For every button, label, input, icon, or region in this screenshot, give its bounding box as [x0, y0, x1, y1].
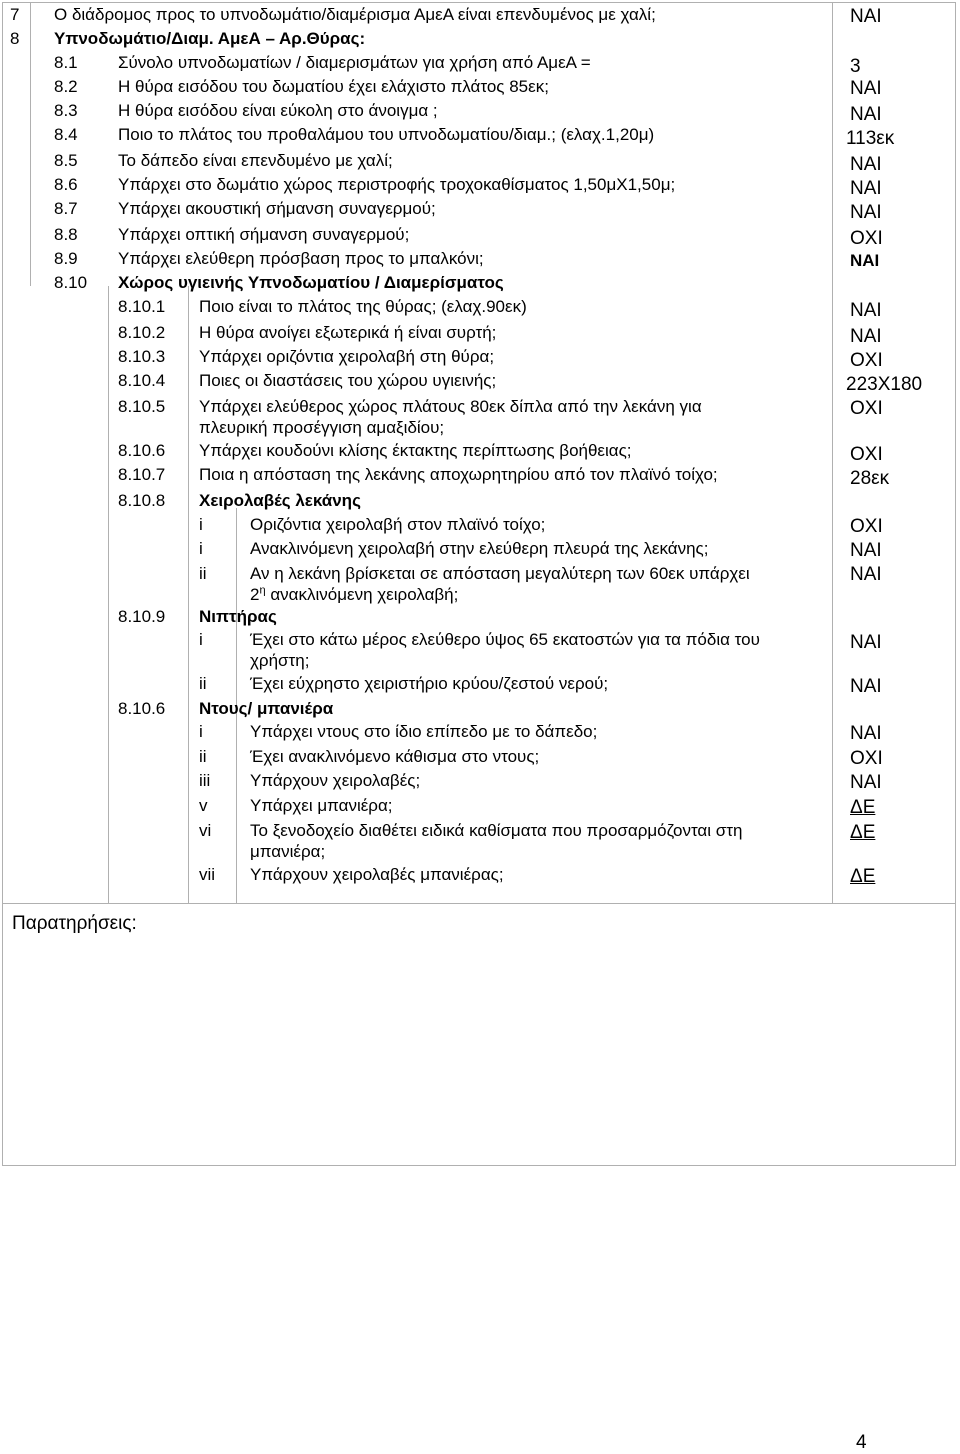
row-question: Σύνολο υπνοδωματίων / διαμερισμάτων για χρήση από ΑμεΑ = — [118, 53, 591, 72]
row-question: Ποια η απόσταση της λεκάνης αποχωρητηρίου από τον πλαϊνό τοίχο; — [199, 465, 718, 484]
row-question: Υπάρχει κουδούνι κλίσης έκτακτης περίπτωσης βοήθειας; — [199, 441, 632, 460]
row-number: 8.10.3 — [118, 347, 166, 366]
row-question: Οριζόντια χειρολαβή στον πλαϊνό τοίχο; — [250, 515, 546, 534]
row-question: Υπάρχει οπτική σήμανση συναγερμού; — [118, 225, 410, 244]
row-answer: ΝΑΙ — [850, 676, 882, 697]
ordinal-suffix: η — [259, 584, 266, 597]
row-answer: ΝΑΙ — [850, 202, 882, 223]
row-number: i — [199, 722, 203, 741]
row-answer: ΝΑΙ — [850, 300, 882, 321]
row-answer: ΔΕ — [850, 822, 876, 843]
row-number: iii — [199, 771, 211, 790]
row-number: i — [199, 630, 203, 649]
row-answer: ΝΑΙ — [850, 632, 882, 653]
row-number: 8.10.6 — [118, 441, 166, 460]
row-number: 8.10 — [54, 273, 88, 292]
row-answer: ΝΑΙ — [850, 772, 882, 793]
row-answer: ΝΑΙ — [850, 154, 882, 175]
row-answer: ΝΑΙ — [850, 78, 882, 99]
row-number: 8.10.2 — [118, 323, 166, 342]
row-question: Υπάρχουν χειρολαβές; — [250, 771, 421, 790]
row-number: vi — [199, 821, 212, 840]
row-question-continued: χρήστη; — [250, 651, 310, 670]
row-answer: ΝΑΙ — [850, 326, 882, 347]
row-answer: ΟΧΙ — [850, 350, 883, 371]
row-number: 7 — [10, 5, 20, 24]
ordinal-number: 2 — [250, 585, 260, 604]
row-number: ii — [199, 564, 207, 583]
row-answer: ΟΧΙ — [850, 228, 883, 249]
row-question-tail: ανακλινόμενη χειρολαβή; — [265, 585, 459, 604]
table-bottom-border — [3, 903, 955, 904]
row-answer: ΝΑΙ — [850, 251, 880, 270]
row-answer: ΝΑΙ — [850, 540, 882, 561]
subsection-heading: Ντους/ μπανιέρα — [199, 699, 334, 718]
row-question: Αν η λεκάνη βρίσκεται σε απόσταση μεγαλύτερη των 60εκ υπάρχει — [250, 564, 750, 583]
row-number: ii — [199, 674, 207, 693]
row-question: Έχει εύχρηστο χειριστήριο κρύου/ζεστού νερού; — [250, 674, 609, 693]
row-answer: ΝΑΙ — [850, 104, 882, 125]
row-answer: ΟΧΙ — [850, 444, 883, 465]
row-number: i — [199, 539, 203, 558]
row-question: Υπάρχει στο δωμάτιο χώρος περιστροφής τροχοκαθίσματος 1,50μΧ1,50μ; — [118, 175, 676, 194]
row-answer: ΟΧΙ — [850, 516, 883, 537]
row-question: Ανακλινόμενη χειρολαβή στην ελεύθερη πλευρά της λεκάνης; — [250, 539, 709, 558]
row-number: 8 — [10, 29, 20, 48]
row-number: 8.4 — [54, 125, 78, 144]
row-number: i — [199, 515, 203, 534]
row-number: vii — [199, 865, 216, 884]
row-number: 8.10.9 — [118, 607, 166, 626]
row-number: 8.10.8 — [118, 491, 166, 510]
row-number: 8.5 — [54, 151, 78, 170]
column-divider — [832, 3, 833, 903]
row-question: Ο διάδρομος προς το υπνοδωμάτιο/διαμέρισμα ΑμεΑ είναι επενδυμένος με χαλί; — [54, 5, 656, 24]
row-number: 8.1 — [54, 53, 78, 72]
row-number: 8.2 — [54, 77, 78, 96]
row-answer: 113εκ — [846, 128, 895, 149]
row-question: Υπάρχει ντους στο ίδιο επίπεδο με το δάπεδο; — [250, 722, 598, 741]
row-answer: ΔΕ — [850, 797, 876, 818]
row-answer: 3 — [850, 56, 861, 77]
row-question: Υπάρχουν χειρολαβές μπανιέρας; — [250, 865, 504, 884]
row-question: Υπάρχει οριζόντια χειρολαβή στη θύρα; — [199, 347, 495, 366]
row-answer: ΝΑΙ — [850, 178, 882, 199]
row-number: v — [199, 796, 208, 815]
row-question: Ποιες οι διαστάσεις του χώρου υγιεινής; — [199, 371, 497, 390]
row-number: 8.10.6 — [118, 699, 166, 718]
row-number: 8.10.7 — [118, 465, 166, 484]
column-divider — [108, 286, 109, 903]
row-answer: ΟΧΙ — [850, 398, 883, 419]
row-question-continued: μπανιέρα; — [250, 842, 326, 861]
row-question: Υπάρχει ελεύθερη πρόσβαση προς το μπαλκόνι; — [118, 249, 484, 268]
column-divider — [30, 3, 31, 286]
row-question: Υπάρχει ελεύθερος χώρος πλάτους 80εκ δίπλα από την λεκάνη για — [199, 397, 702, 416]
page-number: 4 — [856, 1432, 867, 1453]
row-question: Έχει ανακλινόμενο κάθισμα στο ντους; — [250, 747, 540, 766]
row-number: 8.8 — [54, 225, 78, 244]
row-number: 8.10.1 — [118, 297, 166, 316]
row-number: 8.6 — [54, 175, 78, 194]
row-number: ii — [199, 747, 207, 766]
section-heading: Χώρος υγιεινής Υπνοδωματίου / Διαμερίσματος — [118, 273, 504, 292]
row-answer: 28εκ — [850, 468, 890, 489]
row-answer: ΝΑΙ — [850, 6, 882, 27]
row-question: Ποιο είναι το πλάτος της θύρας; (ελαχ.90εκ) — [199, 297, 527, 316]
row-answer: 223Χ180 — [846, 374, 923, 395]
row-question: Έχει στο κάτω μέρος ελεύθερο ύψος 65 εκατοστών για τα πόδια του — [250, 630, 760, 649]
row-answer: ΟΧΙ — [850, 748, 883, 769]
row-number: 8.3 — [54, 101, 78, 120]
row-answer: ΝΑΙ — [850, 564, 882, 585]
row-question-continued — [250, 584, 458, 606]
subsection-heading: Νιπτήρας — [199, 607, 277, 626]
row-question: Η θύρα εισόδου είναι εύκολη στο άνοιγμα ; — [118, 101, 438, 120]
row-answer: ΝΑΙ — [850, 723, 882, 744]
remarks-label: Παρατηρήσεις: — [12, 913, 137, 934]
row-number: 8.9 — [54, 249, 78, 268]
row-question-continued: πλευρική προσέγγιση αμαξιδίου; — [199, 418, 445, 437]
row-question: Η θύρα ανοίγει εξωτερικά ή είναι συρτή; — [199, 323, 497, 342]
row-answer: ΔΕ — [850, 866, 876, 887]
row-question: Υπάρχει ακουστική σήμανση συναγερμού; — [118, 199, 436, 218]
row-number: 8.10.4 — [118, 371, 166, 390]
column-divider — [188, 286, 189, 903]
row-question: Το δάπεδο είναι επενδυμένο με χαλί; — [118, 151, 393, 170]
row-question: Η θύρα εισόδου του δωματίου έχει ελάχιστο πλάτος 85εκ; — [118, 77, 549, 96]
row-number: 8.7 — [54, 199, 78, 218]
row-number: 8.10.5 — [118, 397, 166, 416]
row-question: Ποιο το πλάτος του προθαλάμου του υπνοδωματίου/διαμ.; (ελαχ.1,20μ) — [118, 125, 655, 144]
section-heading: Υπνοδωμάτιο/Διαμ. ΑμεΑ – Αρ.Θύρας: — [54, 29, 366, 48]
row-question: Υπάρχει μπανιέρα; — [250, 796, 393, 815]
row-question: Το ξενοδοχείο διαθέτει ειδικά καθίσματα που προσαρμόζονται στη — [250, 821, 743, 840]
subsection-heading: Χειρολαβές λεκάνης — [199, 491, 361, 510]
